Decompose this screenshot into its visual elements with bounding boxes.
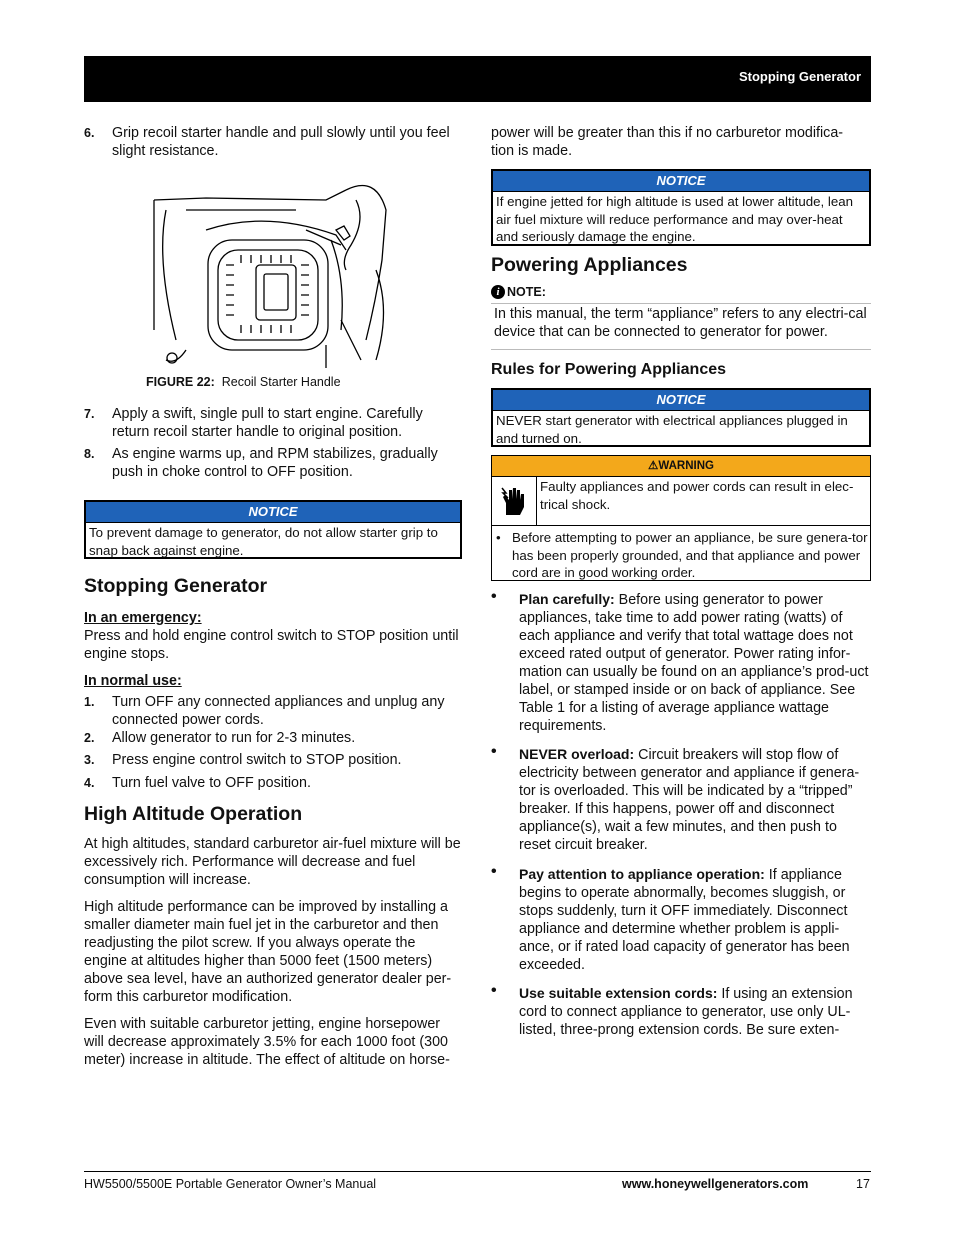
note-body: In this manual, the term “appliance” refers to any electri-cal device that can be connected to generator for power.: [491, 303, 871, 350]
stopping-generator-section: [84, 574, 462, 690]
notice-label: NOTICE: [86, 502, 460, 523]
powering-appliances-section: [491, 253, 871, 350]
recoil-starter-illustration: [146, 170, 402, 368]
page-number: 17: [856, 1177, 870, 1191]
notice-text: If engine jetted for high altitude is used at lower altitude, lean air fuel mixture will reduce performance and may over-heat and seriously damage the engine.: [496, 194, 854, 244]
normal-step-2: 2. Allow generator to run for 2-3 minutes.: [84, 730, 356, 746]
altitude-paragraph-1: At high altitudes, standard carburetor air-fuel mixture will be excessively rich. Performance will decrease and fuel consumption will increase.: [84, 836, 461, 888]
figure-caption: FIGURE 22: Recoil Starter Handle: [146, 375, 341, 389]
notice-box-starter-grip: [84, 500, 462, 559]
notice-label: NOTICE: [493, 390, 869, 411]
high-altitude-heading: High Altitude Operation: [84, 803, 303, 825]
right-continued-text: power will be greater than this if no carburetor modifica-tion is made.: [491, 125, 844, 159]
notice-label: NOTICE: [493, 171, 869, 192]
info-icon: i: [491, 285, 505, 299]
warning-body: [492, 477, 870, 526]
rules-heading: Rules for Powering Appliances: [491, 361, 727, 378]
note-header: i NOTE:: [491, 283, 871, 301]
emergency-label: In an emergency:: [84, 610, 202, 626]
warning-header: ⚠WARNING: [492, 456, 870, 477]
footer-website: www.honeywellgenerators.com: [622, 1177, 809, 1191]
notice-box-high-altitude: [491, 169, 871, 246]
emergency-text: Press and hold engine control switch to STOP position until engine stops.: [84, 628, 459, 662]
step-6: 6. Grip recoil starter handle and pull slowly until you feel slight resistance.: [84, 125, 450, 159]
high-altitude-section: [84, 802, 462, 1069]
bullet-never-overload: • NEVER overload: Circuit breakers will stop flow of electricity between generator and appliance if genera-tor is overloaded. This will be indicated by a “tripped” breaker. If this happens, power off and disconnect appliance(s), wait a few minutes, and then push to reset circuit breaker.: [491, 743, 860, 853]
normal-step-1: 1. Turn OFF any connected appliances and unplug any connected power cords.: [84, 694, 445, 728]
altitude-paragraph-3: Even with suitable carburetor jetting, engine horsepower will decrease approximately 3.5% for each 1000 foot (300 meter) increase in altitude. The effect of altitude on horse-: [84, 1016, 450, 1068]
notice-box-appliances: [491, 388, 871, 447]
powering-appliances-heading: Powering Appliances: [491, 254, 688, 276]
normal-step-4: 4. Turn fuel valve to OFF position.: [84, 775, 311, 791]
warning-bullet: • Before attempting to power an appliance, be sure genera-tor has been properly grounded, and that appliance and power cord are in good working order.: [496, 530, 868, 580]
warning-box: [491, 455, 871, 581]
bullet-appliance-operation: • Pay attention to appliance operation: If appliance begins to operate abnormally, becomes sluggish, or stops suddenly, turn it OFF immediately. Disconnect appliance and determine whether problem is appli-ance, or if rated load capacity of generator has been exceeded.: [491, 863, 850, 973]
step-7: 7. Apply a swift, single pull to start engine. Carefully return recoil starter handle to original position.: [84, 406, 423, 440]
header-section-title: Stopping Generator: [738, 69, 861, 84]
stopping-generator-heading: Stopping Generator: [84, 575, 268, 597]
rules-heading-wrapper: [491, 360, 871, 380]
notice-text: NEVER start generator with electrical appliances plugged in and turned on.: [496, 413, 848, 446]
warning-text: Faulty appliances and power cords can result in elec-trical shock.: [540, 479, 854, 512]
electric-shock-hand-icon: [492, 477, 537, 525]
normal-step-3: 3. Press engine control switch to STOP position.: [84, 752, 402, 768]
step-8: 8. As engine warms up, and RPM stabilizes, gradually push in choke control to OFF position.: [84, 446, 438, 480]
footer-rule: [84, 1171, 871, 1172]
footer-manual-title: HW5500/5500E Portable Generator Owner’s Manual: [84, 1177, 377, 1191]
altitude-paragraph-2: High altitude performance can be improved by installing a smaller diameter main fuel jet in the carburetor and then readjusting the pilot screw. If you always operate the engine at altitudes higher than 5000 feet (1500 meters) above sea level, have an authorized generator dealer per-form this carburetor modification.: [84, 899, 452, 1005]
notice-text: To prevent damage to generator, do not allow starter grip to snap back against engine.: [89, 525, 438, 558]
bullet-extension-cords: • Use suitable extension cords: If using an extension cord to connect appliance to generator, use only UL-listed, three-prong extension cords. Be sure exten-: [491, 982, 853, 1038]
bullet-dot: •: [496, 530, 501, 545]
warning-triangle-icon: ⚠: [648, 460, 659, 472]
page-header-bar: [84, 56, 871, 102]
normal-use-label: In normal use:: [84, 673, 182, 689]
bullet-plan-carefully: • Plan carefully: Before using generator to power appliances, take time to add power rating (watts) of each appliance and verify that total wattage does not exceed rated output of generator. Power rating infor-mation can usually be found on an appliance’s prod-uct label, or stamped inside or on back of appliance. See Table 1 for a listing of average appliance wattage requirements.: [491, 588, 869, 734]
